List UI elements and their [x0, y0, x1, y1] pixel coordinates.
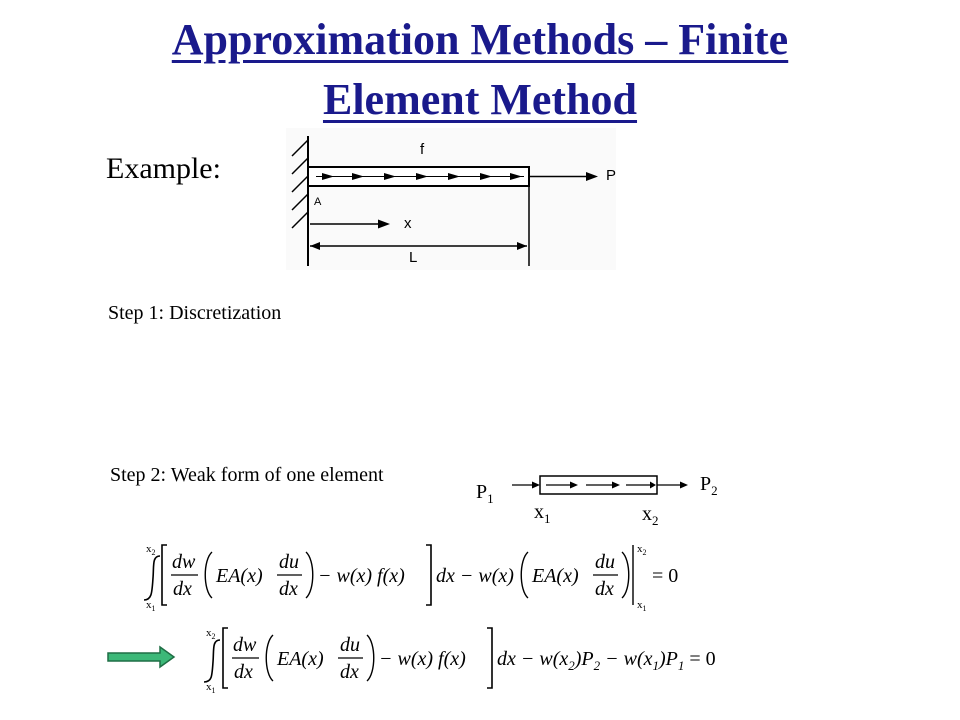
eq2-upper-limit: $x_2$ [206, 627, 216, 641]
eq1-upper-limit: $x_2$ [146, 543, 156, 557]
eq2-lower-limit: $x_1$ [206, 681, 216, 695]
p2-label: $P_2$ [700, 473, 718, 498]
eq1-du-2: du [595, 551, 615, 573]
eq2-wf: − w(x) f(x) [379, 648, 466, 670]
eq1-ea: EA(x) [216, 565, 263, 587]
eq1-wf: − w(x) f(x) [318, 565, 405, 587]
eq1-eval-upper: $x_2$ [637, 543, 647, 557]
eq2-integral-sign [204, 640, 220, 682]
eq2-dx-1: dx [234, 661, 253, 683]
eq2-tail: dx − $w(x_2)P_2 - w(x_1)P_1 = 0$ [497, 648, 716, 673]
eq1-ea-2: EA(x) [532, 565, 579, 587]
eq2-dw: dw [233, 634, 257, 656]
eq1-eval-lower: $x_1$ [637, 599, 647, 613]
title-line-2: Element Method [322, 75, 638, 124]
step2-label: Step 2: Weak form of one element [110, 464, 384, 486]
example-label: Example: [106, 152, 221, 185]
x1-label: $x_1$ [534, 501, 551, 526]
x-label: x [404, 215, 412, 232]
eq1-du: du [279, 551, 299, 573]
eq2-right-paren [367, 635, 374, 681]
x2-label: $x_2$ [642, 503, 659, 528]
eq1-equals: = 0 [652, 565, 679, 587]
eq2-left-bracket [223, 628, 228, 688]
eq1-dx-3: dx [595, 578, 614, 600]
a-label: A [314, 196, 322, 208]
eq1-dx-1: dx [173, 578, 192, 600]
step1-label: Step 1: Discretization [108, 302, 282, 324]
p1-label: $P_1$ [476, 481, 494, 506]
eq1-lower-limit: $x_1$ [146, 599, 156, 613]
title-line-1: Approximation Methods – Finite [171, 15, 789, 64]
f-label: f [420, 141, 425, 158]
eq1-dx-2: dx [279, 578, 298, 600]
eq1-dw: dw [172, 551, 196, 573]
l-label: L [409, 249, 418, 266]
eq2-left-paren [266, 635, 273, 681]
eq2-ea: EA(x) [277, 648, 324, 670]
eq2-du: du [340, 634, 360, 656]
eq1-dx-term: dx − w(x) [436, 565, 514, 587]
eq2-right-bracket [487, 628, 492, 688]
p-label: P [606, 167, 617, 184]
eq2-dx-2: dx [340, 661, 359, 683]
